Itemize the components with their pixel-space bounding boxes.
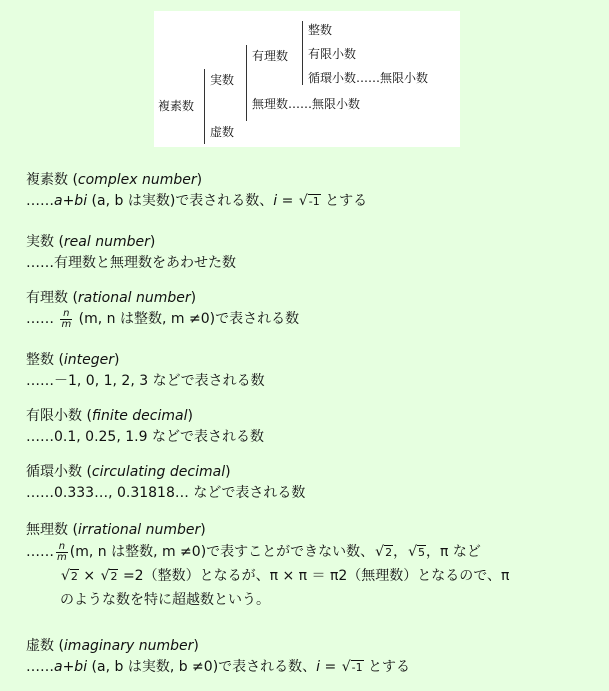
entry-title: 有理数 (rational number): [26, 290, 197, 306]
sqrt-neg1: √-1: [298, 193, 320, 209]
entry-complex: [26, 170, 601, 212]
sqrt-neg1: √-1: [341, 659, 363, 675]
title-ja: 複素数: [26, 172, 68, 188]
pi-text: ，π など: [426, 544, 481, 560]
tree-finite: 有限小数: [308, 47, 357, 61]
entry-description: ……－1, 0, 1, 2, 3 などで表される数: [26, 373, 265, 389]
entry-title: 複素数 (complex number): [26, 172, 203, 188]
entry-description: ……有理数と無理数をあわせた数: [26, 255, 236, 271]
entry-description-line-3: のような数を特に超越数という。: [60, 592, 270, 608]
entry-finite-decimal: [26, 406, 601, 448]
fraction-n-over-m: $\frac{n}{m}$: [57, 540, 67, 563]
tree-bracket-rational: [302, 21, 303, 85]
title-en: irrational number: [77, 522, 201, 538]
sqrt-2: √2: [61, 568, 78, 584]
title-ja: 虚数: [26, 638, 54, 654]
title-en: imaginary number: [63, 638, 194, 654]
times: ×: [83, 568, 96, 584]
number-classification-tree: [154, 11, 460, 147]
condition: (a, b は実数, b ≠0)で表される数、: [91, 659, 317, 675]
separator: ，: [393, 544, 408, 560]
tree-imaginary: 虚数: [210, 125, 235, 139]
expression: a+bi: [54, 193, 88, 209]
tree-complex: 複素数: [158, 99, 195, 113]
entry-real: [26, 232, 601, 274]
entry-title: 虚数 (imaginary number): [26, 638, 199, 654]
var-i: i: [273, 193, 278, 209]
ellipsis: ……: [26, 659, 54, 675]
tree-integer: 整数: [308, 23, 333, 37]
tree-irrational: 無理数……無限小数: [252, 97, 361, 111]
ellipsis: ……: [26, 544, 54, 560]
entry-integer: [26, 350, 601, 392]
var-i: i: [316, 659, 321, 675]
entry-irrational: [26, 520, 601, 612]
title-ja: 整数: [26, 352, 54, 368]
product-text: =2（整数）となるが、π × π ＝ π2（無理数）となるので、π: [122, 568, 510, 584]
title-ja: 有理数: [26, 290, 68, 306]
tail: とする: [325, 193, 368, 209]
tree-rational: 有理数: [252, 49, 289, 63]
tree-real: 実数: [210, 73, 235, 87]
title-en: integer: [63, 352, 115, 368]
sqrt-2: √2: [375, 544, 393, 560]
title-en: finite decimal: [91, 408, 188, 424]
entry-title: 整数 (integer): [26, 352, 120, 368]
entry-imaginary: [26, 636, 601, 678]
tree-bracket-real: [246, 45, 247, 121]
title-ja: 有限小数: [26, 408, 82, 424]
condition: (m, n は整数, m ≠0)で表される数: [78, 311, 300, 327]
title-ja: 実数: [26, 234, 54, 250]
expression: a+bi: [54, 659, 88, 675]
tree-bracket-complex: [204, 69, 205, 144]
entry-title: 有限小数 (finite decimal): [26, 408, 193, 424]
entry-description: ……0.1, 0.25, 1.9 などで表される数: [26, 429, 264, 445]
ellipsis: ……: [26, 193, 54, 209]
fraction-n-over-m: $\frac{n}{m}$: [61, 307, 72, 330]
entry-title: 実数 (real number): [26, 234, 156, 250]
entry-circulating-decimal: [26, 462, 601, 504]
title-ja: 循環小数: [26, 464, 82, 480]
equals: =: [281, 193, 294, 209]
title-ja: 無理数: [26, 522, 68, 538]
condition: (m, n は整数, m ≠0)で表すことができない数、: [69, 544, 375, 560]
entry-title: 循環小数 (circulating decimal): [26, 464, 231, 480]
entry-rational: [26, 288, 601, 330]
ellipsis: ……: [26, 311, 54, 327]
sqrt-5: √5: [408, 544, 426, 560]
entry-title: 無理数 (irrational number): [26, 522, 206, 538]
title-en: circulating decimal: [91, 464, 226, 480]
title-en: complex number: [77, 172, 197, 188]
entry-description: [26, 656, 601, 678]
entry-description: ……0.333…, 0.31818… などで表される数: [26, 485, 306, 501]
title-en: real number: [63, 234, 150, 250]
tail: とする: [368, 659, 411, 675]
entry-description: [26, 190, 601, 212]
entry-description-line-1: [26, 540, 601, 564]
sqrt-2: √2: [100, 568, 118, 584]
title-en: rational number: [77, 290, 191, 306]
entry-description-line-2: [26, 564, 601, 588]
condition: (a, b は実数)で表される数、: [91, 193, 274, 209]
equals: =: [324, 659, 337, 675]
entry-description: [26, 308, 601, 330]
tree-circulating: 循環小数……無限小数: [308, 71, 429, 85]
